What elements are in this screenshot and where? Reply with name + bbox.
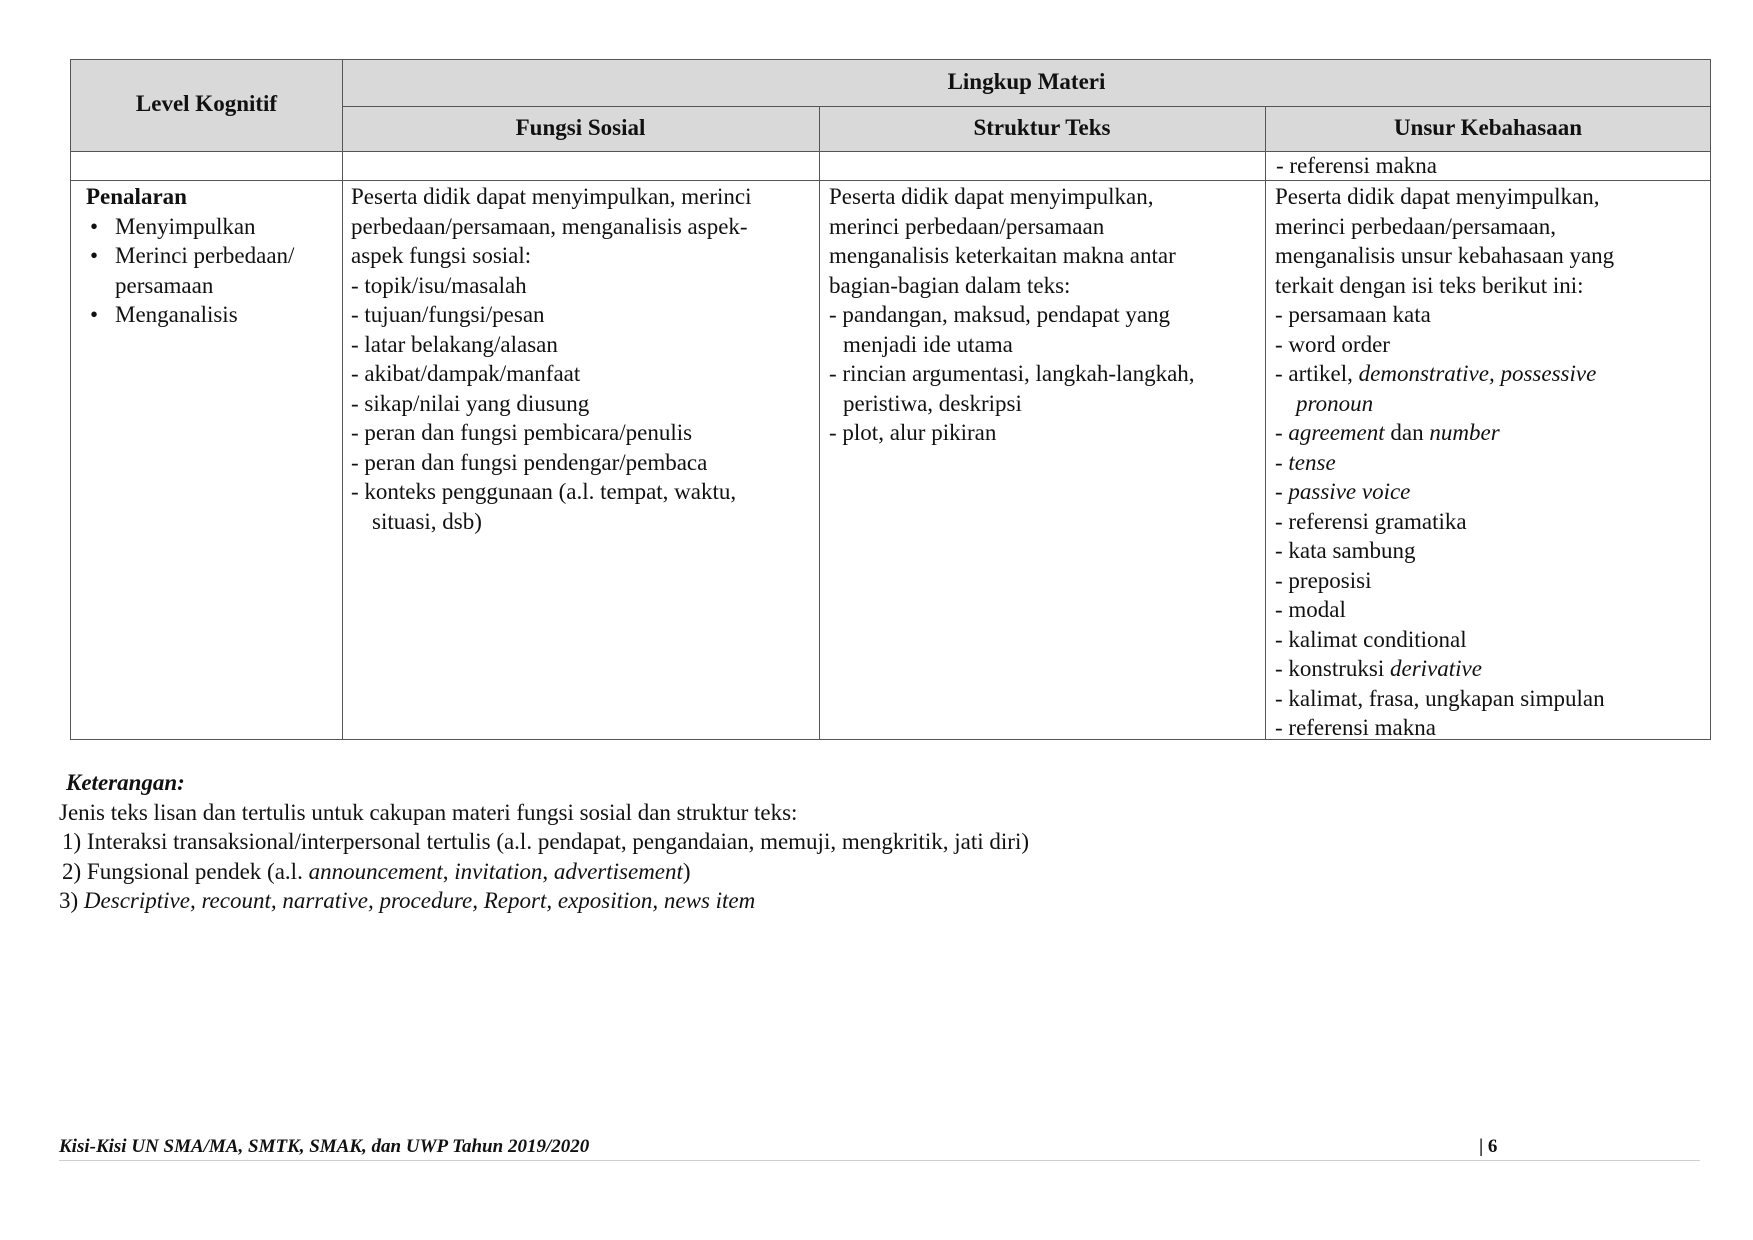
keterangan-text-italic: advertisement — [553, 858, 683, 884]
keterangan-text: ) — [682, 858, 691, 884]
unsur-text: dan — [1384, 420, 1430, 445]
unsur-item: - preposisi — [1275, 567, 1372, 593]
unsur-item: - kalimat conditional — [1275, 626, 1467, 652]
fungsi-item: - peran dan fungsi pendengar/pembaca — [351, 449, 708, 475]
struktur-intro-line: merinci perbedaan/persamaan — [829, 213, 1105, 239]
unsur-item: - referensi gramatika — [1275, 508, 1467, 534]
fungsi-cell — [351, 182, 813, 536]
keterangan-item-2 — [59, 857, 1029, 887]
level-cell — [86, 182, 336, 330]
unsur-item-artikel — [1275, 359, 1676, 418]
unsur-item: - word order — [1275, 331, 1390, 357]
unsur-text-italic: derivative — [1390, 656, 1482, 681]
keterangan-text-italic: Descriptive, recount, narrative, procedure, Report, exposition, news item — [83, 888, 756, 913]
struktur-item: - plot, alur pikiran — [829, 420, 997, 445]
fungsi-item: - konteks penggunaan (a.l. tempat, waktu, situasi, dsb) — [351, 479, 737, 534]
unsur-item: - tense — [1275, 449, 1336, 475]
unsur-intro-line: menganalisis unsur kebahasaan yang — [1275, 243, 1615, 268]
carry-referensi-makna: - referensi makna — [1276, 153, 1437, 178]
header-bottom-line — [71, 151, 1711, 152]
header-unsur-kebahasaan: Unsur Kebahasaan — [1393, 115, 1583, 140]
fungsi-intro-line: Peserta didik dapat menyimpulkan, merinci — [351, 184, 752, 209]
unsur-item: - modal — [1275, 597, 1346, 622]
unsur-item: - kalimat, frasa, ungkapan simpulan — [1275, 685, 1605, 711]
keterangan-text: , — [542, 858, 554, 884]
header-struktur-teks: Struktur Teks — [973, 115, 1111, 140]
fungsi-item: - sikap/nilai yang diusung — [351, 390, 590, 416]
keterangan-text: , — [442, 858, 455, 884]
keterangan-text-italic: invitation — [454, 858, 543, 884]
fungsi-item: - topik/isu/masalah — [351, 272, 527, 298]
level-list — [86, 212, 336, 330]
struktur-cell — [829, 182, 1259, 448]
unsur-text: - artikel, — [1275, 361, 1359, 386]
header-lingkup-materi: Lingkup Materi — [947, 69, 1106, 94]
struktur-intro-line: menganalisis keterkaitan makna antar — [829, 243, 1176, 268]
struktur-item: - rincian argumentasi, langkah-langkah, peristiwa, deskripsi — [829, 361, 1195, 416]
fungsi-intro-line: aspek fungsi sosial: — [351, 243, 532, 268]
unsur-item: - passive voice — [1275, 479, 1411, 504]
fungsi-intro-line: perbedaan/persamaan, menganalisis aspek- — [351, 213, 748, 239]
fungsi-item: - latar belakang/alasan — [351, 331, 558, 357]
unsur-text: - — [1275, 420, 1289, 445]
unsur-item-konstruksi — [1275, 654, 1705, 684]
header-divider — [342, 106, 1711, 107]
header-fungsi-sosial: Fungsi Sosial — [515, 115, 646, 140]
unsur-intro-line: merinci perbedaan/persamaan, — [1275, 213, 1556, 239]
fungsi-item: - tujuan/fungsi/pesan — [351, 302, 545, 327]
col-line-2 — [819, 106, 820, 740]
col-line-1 — [342, 60, 343, 740]
keterangan-intro: Jenis teks lisan dan tertulis untuk cakupan materi fungsi sosial dan struktur teks: — [59, 799, 798, 825]
carry-row-line — [71, 180, 1711, 181]
keterangan-title: Keterangan: — [66, 770, 185, 795]
col-line-3 — [1265, 106, 1266, 740]
unsur-item: - kata sambung — [1275, 538, 1416, 563]
keterangan-text: 2) Fungsional pendek (a.l. — [62, 858, 309, 884]
unsur-item: - referensi makna — [1275, 715, 1436, 740]
unsur-text: - konstruksi — [1275, 656, 1390, 681]
header-level-kognitif: Level Kognitif — [135, 91, 278, 116]
level-title: Penalaran — [86, 184, 187, 209]
struktur-intro-line: bagian-bagian dalam teks: — [829, 272, 1071, 298]
level-item: • Menganalisis — [86, 300, 336, 330]
unsur-text-italic: number — [1429, 420, 1500, 445]
level-item: • Merinci perbedaan/ persamaan — [86, 241, 336, 300]
page-number: | 6 — [1479, 1136, 1498, 1157]
unsur-text-italic: demonstrative, possessive pronoun — [1296, 361, 1597, 416]
struktur-item: - pandangan, maksud, pendapat yang menjadi ide utama — [829, 302, 1171, 357]
keterangan-item-1: 1) Interaksi transaksional/interpersonal tertulis (a.l. pendapat, pengandaian, memuji, mengkritik, jati diri) — [62, 829, 1029, 854]
keterangan-item-3 — [59, 886, 1029, 916]
keterangan-text-italic: announcement — [308, 858, 443, 884]
keterangan-section — [59, 768, 1029, 916]
footer-text: Kisi-Kisi UN SMA/MA, SMTK, SMAK, dan UWP Tahun 2019/2020 — [59, 1136, 590, 1157]
unsur-intro-line: terkait dengan isi teks berikut ini: — [1275, 272, 1584, 298]
keterangan-text: 3) — [59, 888, 84, 913]
footer-line — [59, 1160, 1700, 1161]
unsur-item: - persamaan kata — [1275, 302, 1431, 327]
unsur-intro-line: Peserta didik dapat menyimpulkan, — [1275, 184, 1600, 209]
struktur-intro-line: Peserta didik dapat menyimpulkan, — [829, 184, 1154, 209]
level-item: • Menyimpulkan — [86, 212, 336, 242]
competency-table — [70, 59, 1711, 740]
fungsi-item: - akibat/dampak/manfaat — [351, 361, 581, 386]
fungsi-item: - peran dan fungsi pembicara/penulis — [351, 420, 693, 445]
unsur-cell — [1275, 182, 1705, 743]
unsur-item-agreement — [1275, 418, 1705, 448]
unsur-text-italic: agreement — [1288, 420, 1385, 445]
